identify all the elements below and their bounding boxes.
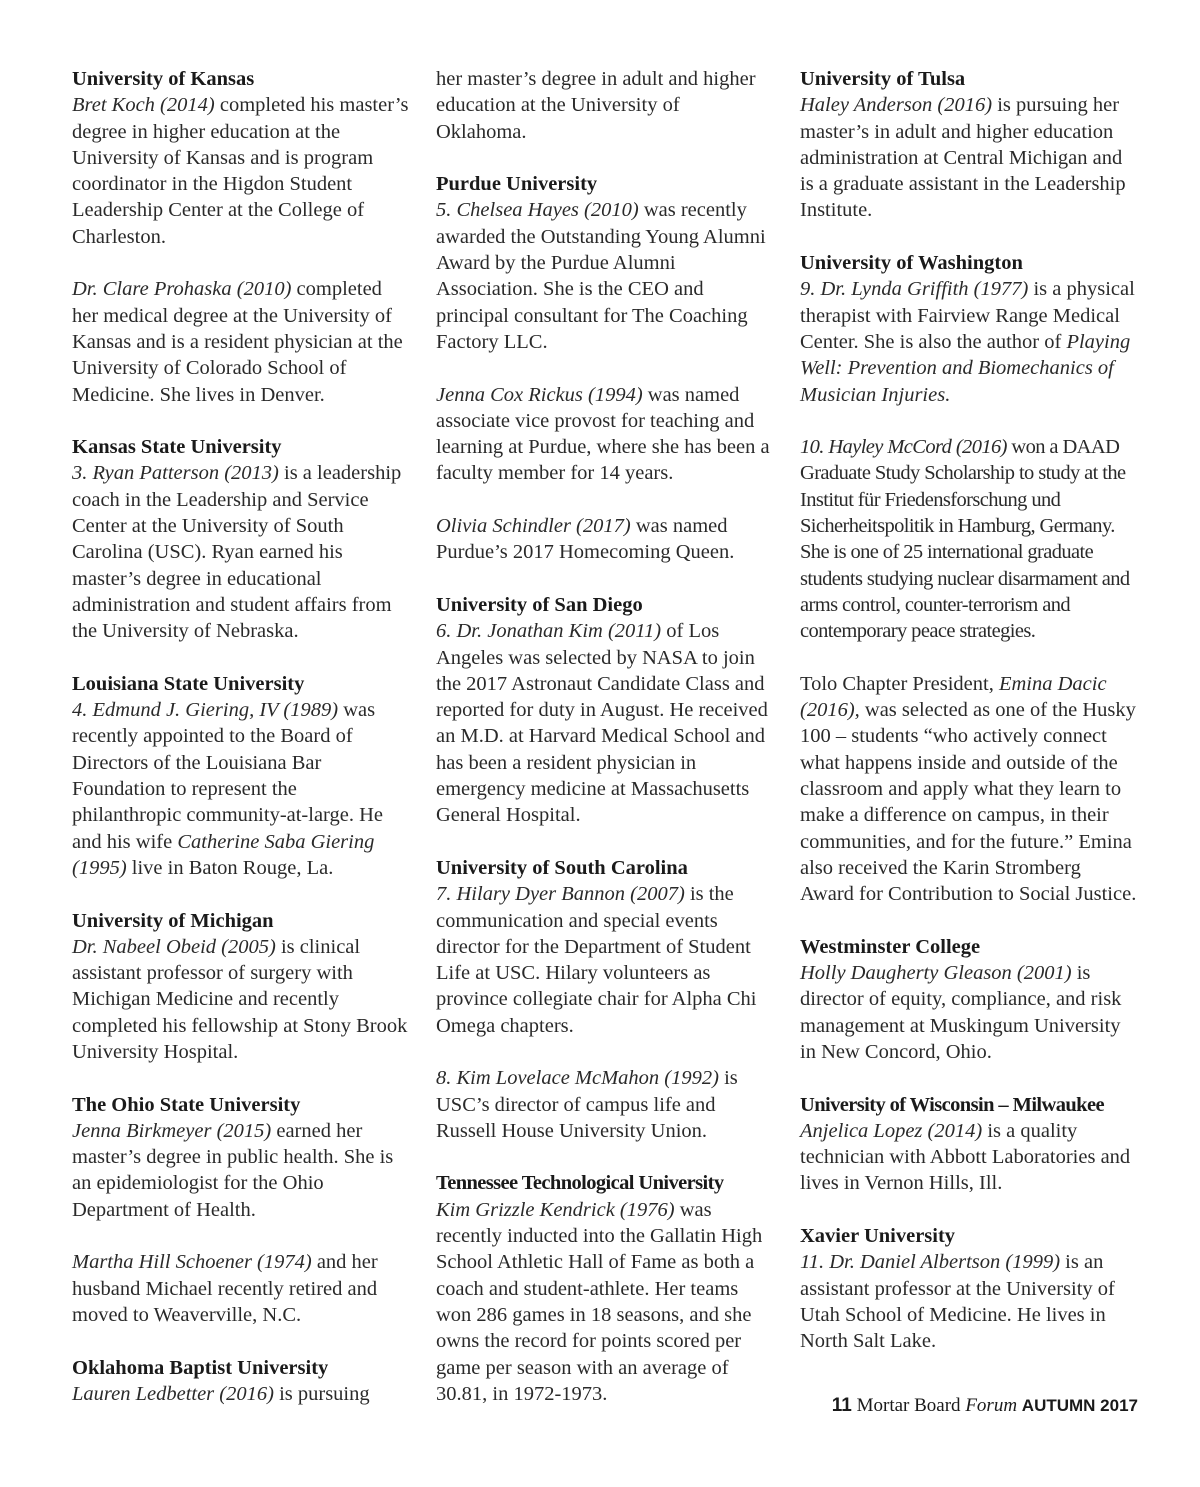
alumni-text: is USC’s director of campus life and Russell House University Union. — [436, 1067, 738, 1142]
section-heading: Tennessee Technological University — [436, 1172, 724, 1195]
issue-season: AUTUMN 2017 — [1021, 1396, 1138, 1415]
alumni-name: 5. Chelsea Hayes (2010) — [436, 199, 639, 222]
alumni-name: 6. Dr. Jonathan Kim (2011) — [436, 620, 662, 643]
alumni-text: was recently inducted into the Gallatin High School Athletic Hall of Fame as both a coach and student-athlete. Her teams won 286 games in 18 seasons, and she owns the record for points scored per game per season with an average of 30.81, in 1972-1973. — [436, 1198, 763, 1405]
alumni-text: is a physical therapist with Fairview Range Medical Center. She is also the author of — [800, 278, 1135, 353]
alumni-text: and her husband Michael recently retired and moved to Weaverville, N.C. — [72, 1251, 378, 1326]
page-footer — [808, 1395, 1138, 1417]
section-heading: University of South Carolina — [436, 856, 688, 879]
alumni-name: Lauren Ledbetter (2016) — [72, 1382, 274, 1405]
alumni-name: 7. Hilary Dyer Bannon (2007) — [436, 883, 685, 906]
alumni-text: earned her master’s degree in public health. She is an epidemiologist for the Ohio Department of Health. — [72, 1119, 394, 1221]
section-heading: Oklahoma Baptist University — [72, 1356, 329, 1379]
alumni-name: 10. Hayley McCord (2016) — [800, 436, 1007, 459]
alumni-entry — [436, 382, 774, 487]
alumni-text: Tolo Chapter President, — [800, 672, 999, 695]
alumni-entry — [72, 1381, 410, 1407]
alumni-name: 11. Dr. Daniel Albertson (1999) — [800, 1251, 1061, 1274]
section-heading: University of Kansas — [72, 68, 255, 90]
alumni-text: is director of equity, compliance, and risk management at Muskingum University in New Concord, Ohio. — [800, 962, 1122, 1063]
section-heading: University of Michigan — [72, 909, 274, 932]
alumni-entry — [72, 460, 410, 644]
alumni-entry — [436, 513, 774, 566]
alumni-entry — [800, 960, 1138, 1065]
alumni-text: completed his master’s degree in higher education at the University of Kansas and is program coordinator in the Higdon Student Leadership Center at the College of Charleston. — [72, 94, 409, 248]
alumni-text: live in Baton Rouge, La. — [126, 856, 334, 879]
publication-name: Mortar Board — [856, 1395, 961, 1416]
alumni-name: Bret Koch (2014) — [72, 94, 215, 117]
alumni-text: was selected as one of the Husky 100 – students “who actively connect what happens inside and outside of the classroom and apply what they learn to make a difference on campus, in their communities, and for the future.” Emina also received the Karin Stromberg Award for Contribution to Social Justice. — [800, 699, 1137, 906]
alumni-entry — [800, 276, 1138, 407]
alumni-text: was named associate vice provost for teaching and learning at Purdue, where she has been a faculty member for 14 years. — [436, 383, 770, 485]
alumni-text: is a leadership coach in the Leadership and Service Center at the University of South Carolina (USC). Ryan earned his master’s degree in educational administration and student affairs from the University of Nebraska. — [72, 462, 402, 643]
alumni-entry — [72, 1118, 410, 1223]
alumni-entry — [800, 671, 1138, 908]
alumni-entry — [800, 92, 1138, 223]
alumni-text: of Los Angeles was selected by NASA to join the 2017 Astronaut Candidate Class and reported for duty in August. He received an M.D. at Harvard Medical School and has been a resident physician in emergency medicine at Massachusetts General Hospital. — [436, 620, 768, 827]
section-heading: University of Washington — [800, 252, 1023, 275]
alumni-text: was recently awarded the Outstanding Young Alumni Award by the Purdue Alumni Association. She is the CEO and principal consultant for The Coaching Factory LLC. — [436, 199, 766, 353]
alumni-text: was recently appointed to the Board of Directors of the Louisiana Bar Foundation to represent the philanthropic community-at-large. He and his wife — [72, 699, 384, 853]
section-heading: University of San Diego — [436, 593, 643, 616]
alumni-text: won a DAAD Graduate Study Scholarship to study at the Institut für Friedensforschung und Sicherheitspolitik in Hamburg, Germany. She is one of 25 international graduate students studying nuclear disarmament and arms control, counter-terrorism and contemporary peace strategies. — [800, 436, 1130, 643]
book-title: Playing Well: Prevention and Biomechanics of Musician Injuries. — [800, 330, 1131, 406]
alumni-name: Anjelica Lopez (2014) — [800, 1119, 983, 1142]
column-3 — [800, 66, 1138, 1381]
alumni-name: Catherine Saba Giering (1995) — [72, 830, 375, 879]
section-heading: Kansas State University — [72, 436, 282, 459]
alumni-name: Haley Anderson (2016) — [800, 94, 993, 117]
alumni-entry — [800, 1249, 1138, 1354]
alumni-name: 8. Kim Lovelace McMahon (1992) — [436, 1067, 719, 1090]
section-heading: University of Tulsa — [800, 68, 966, 90]
alumni-text: is pursuing her master’s in adult and higher education administration at Central Michigan and is a graduate assistant in the Leadership Institute. — [800, 94, 1126, 222]
alumni-name: Jenna Cox Rickus (1994) — [436, 383, 643, 406]
alumni-name: Martha Hill Schoener (1974) — [72, 1251, 312, 1274]
alumni-entry — [436, 1065, 774, 1144]
alumni-name: 4. Edmund J. Giering, IV (1989) — [72, 699, 339, 722]
alumni-entry — [72, 1249, 410, 1328]
alumni-name: 9. Dr. Lynda Griffith (1977) — [800, 278, 1029, 301]
alumni-entry — [72, 697, 410, 881]
alumni-entry — [436, 1197, 774, 1407]
alumni-entry — [72, 92, 410, 250]
alumni-entry — [436, 881, 774, 1039]
alumni-text: was named Purdue’s 2017 Homecoming Queen. — [436, 515, 735, 564]
alumni-text: is the communication and special events director for the Department of Student Life at USC. Hilary volunteers as province collegiate chair for Alpha Chi Omega chapters. — [436, 883, 757, 1037]
section-heading: The Ohio State University — [72, 1093, 301, 1116]
section-heading: Westminster College — [800, 935, 981, 958]
alumni-name: 3. Ryan Patterson (2013) — [72, 462, 279, 485]
section-heading: University of Wisconsin – Milwaukee — [800, 1093, 1104, 1116]
alumni-text: is an assistant professor at the University of Utah School of Medicine. He lives in North Salt Lake. — [800, 1251, 1115, 1353]
alumni-name: Dr. Nabeel Obeid (2005) — [72, 935, 276, 958]
alumni-name: Kim Grizzle Kendrick (1976) — [436, 1198, 675, 1221]
publication-name-italic: Forum — [965, 1395, 1018, 1416]
section-heading: Louisiana State University — [72, 672, 305, 695]
alumni-entry — [72, 276, 410, 407]
alumni-entry — [72, 934, 410, 1065]
alumni-entry — [800, 434, 1138, 644]
alumni-name: Olivia Schindler (2017) — [436, 515, 631, 538]
alumni-name: Dr. Clare Prohaska (2010) — [72, 278, 292, 301]
alumni-text: is pursuing — [273, 1382, 370, 1405]
alumni-name: Emina Dacic (2016), — [800, 672, 1107, 722]
alumni-entry-continued: her master’s degree in adult and higher education at the University of Oklahoma. — [436, 68, 756, 143]
section-heading: Purdue University — [436, 173, 598, 196]
section-heading: Xavier University — [800, 1225, 956, 1248]
alumni-name: Jenna Birkmeyer (2015) — [72, 1119, 272, 1142]
alumni-text: is a quality technician with Abbott Laboratories and lives in Vernon Hills, Ill. — [800, 1119, 1131, 1195]
column-2 — [436, 66, 774, 1433]
alumni-text: completed her medical degree at the University of Kansas and is a resident physician at the University of Colorado School of Medicine. She lives in Denver. — [72, 278, 403, 406]
alumni-entry — [436, 618, 774, 828]
alumni-entry — [436, 197, 774, 355]
alumni-name: Holly Daugherty Gleason (2001) — [800, 962, 1072, 985]
column-1 — [72, 66, 410, 1433]
alumni-entry — [800, 1118, 1138, 1197]
page-number: 11 — [831, 1395, 852, 1416]
alumni-text: is clinical assistant professor of surgery with Michigan Medicine and recently completed his fellowship at Stony Brook University Hospital. — [72, 935, 408, 1063]
